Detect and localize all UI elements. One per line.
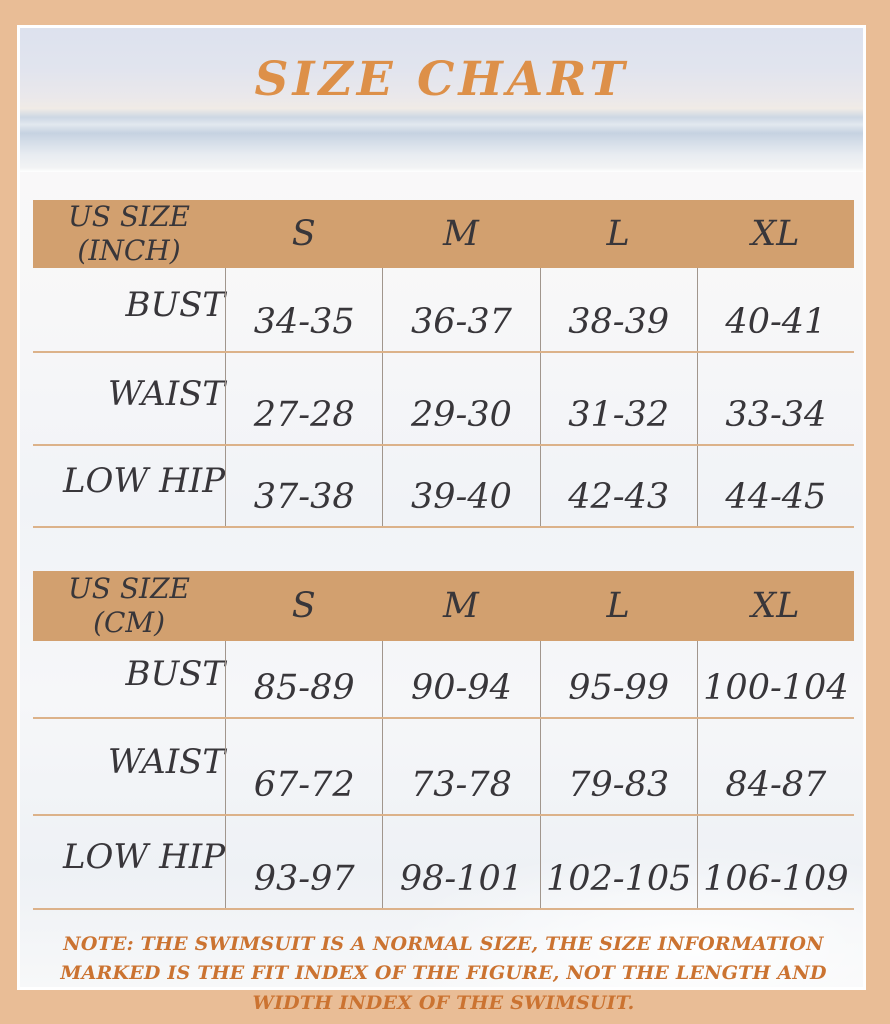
size-value-cell: 36-37 bbox=[382, 268, 539, 351]
unit-label-line2: (INCH) bbox=[77, 234, 181, 267]
table-row bbox=[33, 641, 854, 719]
row-label: BUST bbox=[125, 654, 226, 695]
row-label: WAIST bbox=[107, 373, 226, 414]
table-header-bar bbox=[33, 571, 854, 641]
size-chart-panel bbox=[17, 25, 866, 1014]
size-value-cell: 93-97 bbox=[225, 816, 382, 908]
size-value-cell: 90-94 bbox=[382, 641, 539, 717]
size-value-cell: 85-89 bbox=[225, 641, 382, 717]
size-value-cell: 27-28 bbox=[225, 353, 382, 444]
unit-label-line1: US SIZE bbox=[68, 200, 190, 234]
size-value-cell: 67-72 bbox=[225, 719, 382, 814]
size-value-cell: 106-109 bbox=[697, 816, 854, 908]
table-rows bbox=[33, 268, 854, 528]
unit-label bbox=[33, 200, 225, 267]
unit-label-line1: US SIZE bbox=[68, 572, 190, 606]
size-table-inch bbox=[33, 200, 854, 528]
size-value-cell: 38-39 bbox=[540, 268, 697, 351]
size-column-header: M bbox=[443, 586, 479, 626]
size-column-header: S bbox=[291, 214, 316, 254]
size-column-header: L bbox=[606, 214, 630, 254]
size-value-cell: 102-105 bbox=[540, 816, 697, 908]
beach-photo-header bbox=[20, 28, 863, 172]
note-text: NOTE: THE SWIMSUIT IS A NORMAL SIZE, THE SIZE INFORMATION MARKED IS THE FIT INDEX OF THE FIGURE, NOT THE LENGTH AND WIDTH INDEX OF THE SWIMSUIT. bbox=[60, 933, 827, 1014]
size-column-header: M bbox=[443, 214, 479, 254]
size-column-header: L bbox=[606, 586, 630, 626]
size-value-cell: 44-45 bbox=[697, 446, 854, 526]
size-value-cell: 73-78 bbox=[382, 719, 539, 814]
size-value-cell: 39-40 bbox=[382, 446, 539, 526]
table-rows bbox=[33, 641, 854, 910]
size-value-cell: 34-35 bbox=[225, 268, 382, 351]
table-row bbox=[33, 816, 854, 910]
size-value-cell: 29-30 bbox=[382, 353, 539, 444]
size-value-cell: 31-32 bbox=[540, 353, 697, 444]
size-column-header: S bbox=[291, 586, 316, 626]
size-table-cm bbox=[33, 571, 854, 910]
tables-area bbox=[20, 172, 863, 1018]
unit-label bbox=[33, 572, 225, 639]
table-header-bar bbox=[33, 200, 854, 268]
row-label: LOW HIP bbox=[62, 837, 226, 878]
size-value-cell: 84-87 bbox=[697, 719, 854, 814]
page-title: SIZE CHART bbox=[254, 52, 629, 107]
unit-label-line2: (CM) bbox=[93, 606, 166, 639]
size-value-cell: 98-101 bbox=[382, 816, 539, 908]
size-column-header: XL bbox=[751, 214, 800, 254]
size-value-cell: 79-83 bbox=[540, 719, 697, 814]
size-value-cell: 33-34 bbox=[697, 353, 854, 444]
size-value-cell: 42-43 bbox=[540, 446, 697, 526]
table-row bbox=[33, 268, 854, 353]
size-value-cell: 95-99 bbox=[540, 641, 697, 717]
table-row bbox=[33, 446, 854, 528]
size-value-cell: 40-41 bbox=[697, 268, 854, 351]
row-label: BUST bbox=[125, 284, 226, 325]
size-column-header: XL bbox=[751, 586, 800, 626]
table-row bbox=[33, 719, 854, 816]
size-value-cell: 100-104 bbox=[697, 641, 854, 717]
size-value-cell: 37-38 bbox=[225, 446, 382, 526]
row-label: WAIST bbox=[107, 741, 226, 782]
row-label: LOW HIP bbox=[62, 461, 226, 502]
panel-background bbox=[20, 28, 863, 1014]
table-row bbox=[33, 353, 854, 446]
